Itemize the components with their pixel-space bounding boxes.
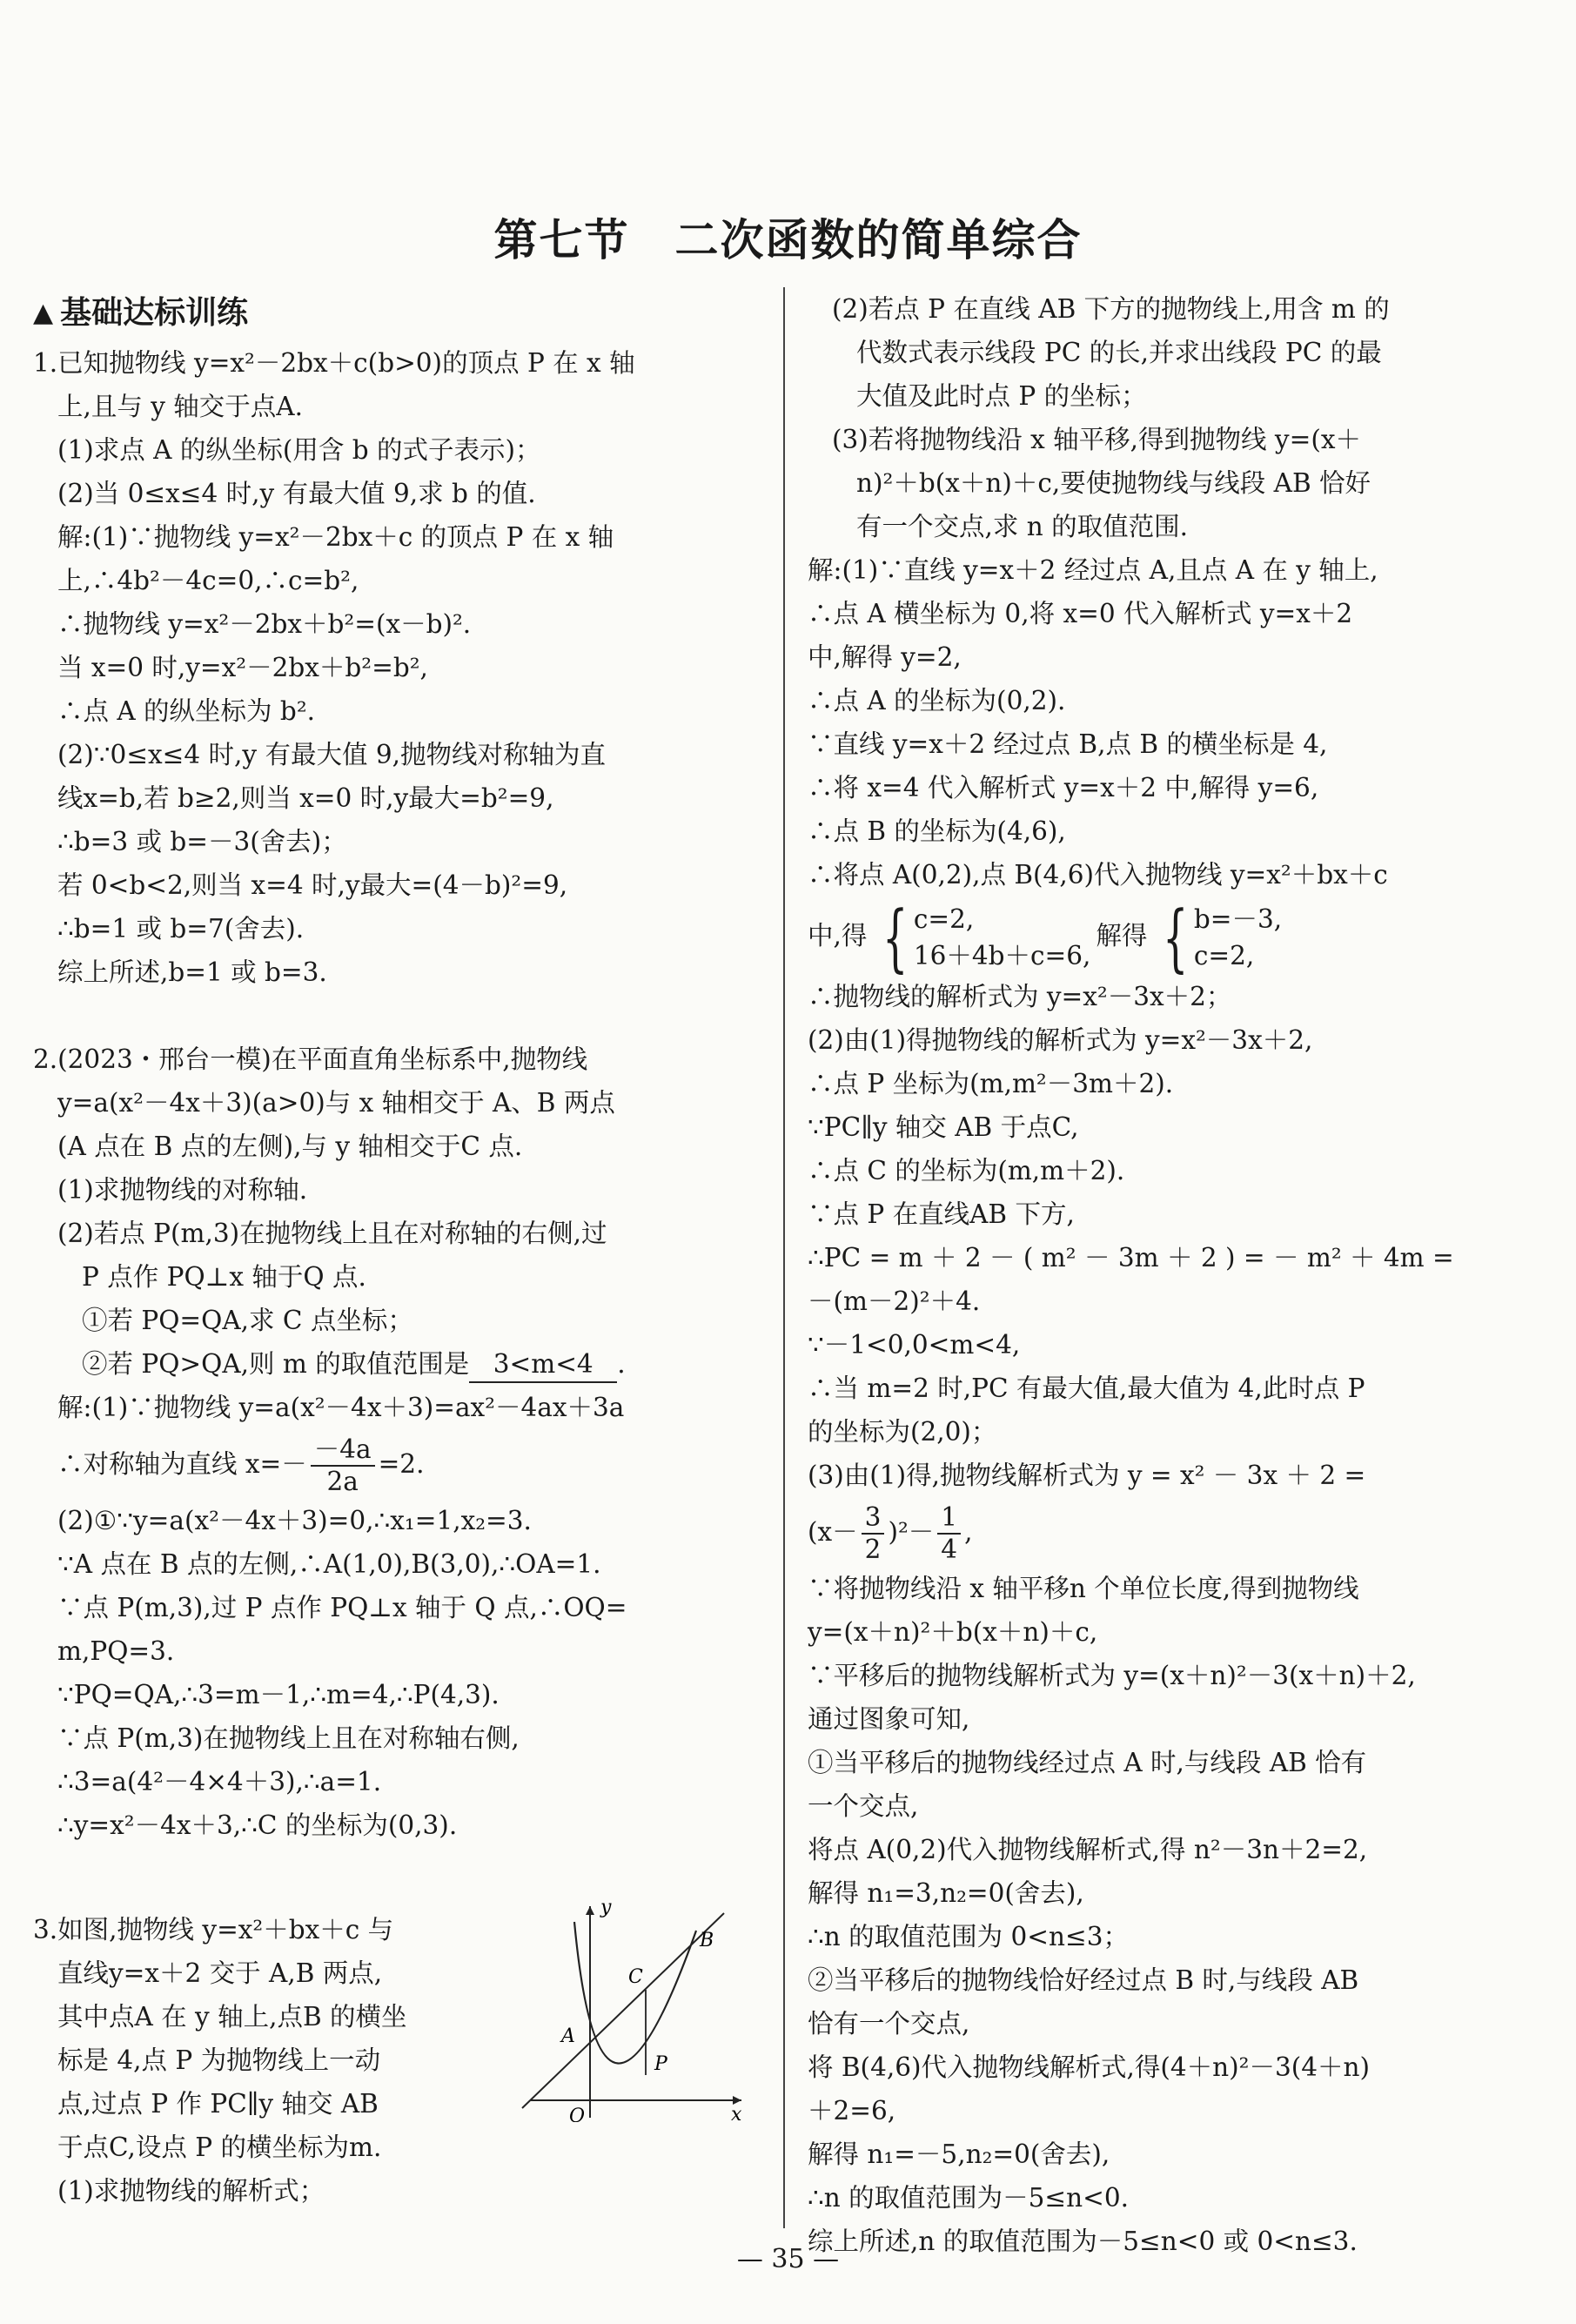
text-line: ∴点 A 的纵坐标为 b². bbox=[57, 696, 316, 726]
text-line: ②当平移后的抛物线恰好经过点 B 时,与线段 AB bbox=[808, 1965, 1359, 1995]
system-mid: 解得 bbox=[1096, 921, 1148, 950]
text-line: ∴当 m=2 时,PC 有最大值,最大值为 4,此时点 P bbox=[808, 1374, 1365, 1403]
text-line: ∴抛物线的解析式为 y=x²－3x＋2； bbox=[808, 982, 1232, 1011]
text-line: (1)求抛物线的对称轴. bbox=[57, 1175, 308, 1205]
text-line: 其中点A 在 y 轴上,点B 的横坐 bbox=[57, 2002, 407, 2032]
section-title: 基础达标训练 bbox=[60, 295, 249, 331]
equation-system-1 bbox=[872, 895, 1091, 980]
text-line: 通过图象可知, bbox=[808, 1704, 970, 1734]
text-line: ∴3=a(4²－4×4＋3),∴a=1. bbox=[57, 1767, 382, 1797]
label-o: O bbox=[569, 2106, 586, 2122]
text-line: ∴b=3 或 b=－3(舍去)； bbox=[57, 827, 347, 856]
answer-blank: 3<m<4 bbox=[469, 1347, 617, 1383]
text-line: ∴PC = m ＋ 2 － ( m² － 3m ＋ 2 ) = － m² ＋ 4m = bbox=[808, 1243, 1454, 1273]
text-line: ∴点 C 的坐标为(m,m＋2). bbox=[808, 1156, 1125, 1186]
text-line: ∵直线 y=x＋2 经过点 B,点 B 的横坐标是 4, bbox=[808, 729, 1328, 759]
axis-prefix: ∴对称轴为直线 x=－ bbox=[57, 1449, 307, 1479]
text-line: (2)∵0≤x≤4 时,y 有最大值 9,抛物线对称轴为直 bbox=[57, 740, 606, 769]
axis-suffix: =2. bbox=[378, 1449, 425, 1479]
left-block-b bbox=[33, 1499, 773, 1847]
y-axis-arrow bbox=[586, 1906, 594, 1915]
text-line: 恰有一个交点, bbox=[808, 2009, 970, 2039]
text-line: ∴n 的取值范围为 0<n≤3； bbox=[808, 1922, 1129, 1951]
text-line: ∴y=x²－4x＋3,∴C 的坐标为(0,3). bbox=[57, 1810, 458, 1840]
text-line: ∴b=1 或 b=7(舍去). bbox=[57, 914, 305, 944]
text-line: 3.如图,抛物线 y=x²＋bx＋c 与 bbox=[33, 1915, 394, 1945]
text-line: (2)①∵y=a(x²－4x＋3)=0,∴x₁=1,x₂=3. bbox=[57, 1506, 532, 1535]
left-block-a bbox=[33, 341, 773, 1342]
text-line: ①当平移后的抛物线经过点 A 时,与线段 AB 恰有 bbox=[808, 1748, 1367, 1777]
label-p: P bbox=[654, 2053, 667, 2075]
text-line: ∴点 A 的坐标为(0,2). bbox=[808, 686, 1066, 715]
text-line: ∵点 P(m,3)在抛物线上且在对称轴右侧, bbox=[57, 1723, 520, 1753]
fraction-denominator: 2 bbox=[864, 1535, 882, 1564]
brace-icon: { bbox=[1163, 895, 1189, 980]
triangle-icon: ▲ bbox=[33, 298, 54, 328]
text-line: n)²＋b(x＋n)＋c,要使抛物线与线段 AB 恰好 bbox=[856, 468, 1371, 498]
text-line: (2)若点 P(m,3)在抛物线上且在对称轴的右侧,过 bbox=[57, 1219, 607, 1248]
text-line: y=(x＋n)²＋b(x＋n)＋c, bbox=[808, 1617, 1098, 1647]
text-line: y=a(x²－4x＋3)(a>0)与 x 轴相交于 A、B 两点 bbox=[57, 1088, 615, 1118]
text-line: 解:(1)∵直线 y=x＋2 经过点 A,且点 A 在 y 轴上, bbox=[808, 555, 1378, 585]
system-line bbox=[808, 895, 1504, 980]
label-x: x bbox=[731, 2104, 742, 2122]
text-line: 点,过点 P 作 PC∥y 轴交 AB bbox=[57, 2089, 379, 2119]
text-line: ∵将抛物线沿 x 轴平移n 个单位长度,得到抛物线 bbox=[808, 1574, 1359, 1603]
fraction-3-2 bbox=[862, 1501, 885, 1564]
label-a: A bbox=[561, 2025, 575, 2047]
fraction-numerator: －4a bbox=[311, 1437, 375, 1468]
text-line: ∵PC∥y 轴交 AB 于点C, bbox=[808, 1112, 1079, 1142]
q2-blank-line bbox=[33, 1342, 773, 1386]
text-line: (2)若点 P 在直线 AB 下方的抛物线上,用含 m 的 bbox=[832, 294, 1390, 324]
text-line: (2)当 0≤x≤4 时,y 有最大值 9,求 b 的值. bbox=[57, 479, 536, 508]
text-line: ＋2=6, bbox=[808, 2096, 896, 2126]
text-line: ①若 PQ=QA,求 C 点坐标； bbox=[82, 1306, 413, 1335]
text-line: 1.已知抛物线 y=x²－2bx＋c(b>0)的顶点 P 在 x 轴 bbox=[33, 348, 635, 378]
text-line: 解得 n₁=3,n₂=0(舍去), bbox=[808, 1878, 1084, 1908]
fraction-numerator: 3 bbox=[862, 1505, 885, 1535]
text-line: －(m－2)²＋4. bbox=[808, 1286, 981, 1316]
text-line: ∵点 P(m,3),过 P 点作 PQ⊥x 轴于 Q 点,∴OQ= bbox=[57, 1593, 627, 1622]
text-line: ∴将点 A(0,2),点 B(4,6)代入抛物线 y=x²＋bx＋c bbox=[808, 860, 1388, 890]
text-line: (A 点在 B 点的左侧),与 y 轴相交于C 点. bbox=[57, 1132, 523, 1161]
text-line: 直线y=x＋2 交于 A,B 两点, bbox=[57, 1958, 383, 1988]
text-line: 解得 n₁=－5,n₂=0(舍去), bbox=[808, 2139, 1110, 2169]
text-line: 线x=b,若 b≥2,则当 x=0 时,y最大=b²=9, bbox=[57, 783, 554, 813]
section-heading bbox=[33, 287, 773, 339]
text-line: P 点作 PQ⊥x 轴于Q 点. bbox=[82, 1262, 366, 1292]
text-line bbox=[33, 994, 773, 1038]
text-line: ∵平移后的抛物线解析式为 y=(x＋n)²－3(x＋n)＋2, bbox=[808, 1661, 1416, 1690]
q2-solution-line: 解:(1)∵抛物线 y=a(x²－4x＋3)=ax²－4ax＋3a bbox=[57, 1393, 625, 1422]
right-block-c bbox=[808, 1567, 1504, 2263]
right-block-a bbox=[808, 287, 1504, 897]
fraction-denominator: 4 bbox=[941, 1535, 958, 1564]
text-line: ∵－1<0,0<m<4, bbox=[808, 1330, 1021, 1360]
text-line: 大值及此时点 P 的坐标； bbox=[856, 381, 1147, 411]
vertex-suffix: , bbox=[964, 1517, 973, 1547]
text-line: (1)求点 A 的纵坐标(用含 b 的式子表示)； bbox=[57, 435, 541, 465]
text-line: ∴将 x=4 代入解析式 y=x＋2 中,解得 y=6, bbox=[808, 773, 1319, 803]
page-title: 第七节 二次函数的简单综合 bbox=[493, 214, 1083, 265]
parabola-figure bbox=[513, 1896, 748, 2122]
text-line: 代数式表示线段 PC 的长,并求出线段 PC 的最 bbox=[856, 338, 1382, 367]
text-line: 解:(1)∵抛物线 y=x²－2bx＋c 的顶点 P 在 x 轴 bbox=[57, 522, 614, 552]
brace-icon: { bbox=[882, 895, 909, 980]
text-line: 上,∴4b²－4c=0,∴c=b², bbox=[57, 566, 359, 595]
text-line: 将点 A(0,2)代入抛物线解析式,得 n²－3n＋2=2, bbox=[808, 1835, 1368, 1864]
system-prefix: 中,得 bbox=[808, 921, 868, 950]
q2-blank-suffix: . bbox=[617, 1349, 626, 1379]
vertex-form-line bbox=[808, 1497, 1504, 1567]
text-line: m,PQ=3. bbox=[57, 1636, 175, 1666]
text-line: 一个交点, bbox=[808, 1791, 919, 1821]
system-row-1: c=2, bbox=[913, 904, 975, 934]
axis-fraction bbox=[311, 1434, 375, 1496]
fraction-denominator: 2a bbox=[326, 1467, 359, 1496]
text-line: 2.(2023・邢台一模)在平面直角坐标系中,抛物线 bbox=[33, 1044, 588, 1074]
text-line: 的坐标为(2,0)； bbox=[808, 1417, 997, 1447]
text-line: 将 B(4,6)代入抛物线解析式,得(4＋n)²－3(4＋n) bbox=[808, 2052, 1371, 2082]
text-line: (3)若将抛物线沿 x 轴平移,得到抛物线 y=(x＋ bbox=[832, 425, 1361, 454]
page-number: — 35 — bbox=[736, 2244, 840, 2274]
text-line: ∴n 的取值范围为－5≤n<0. bbox=[808, 2183, 1129, 2213]
right-block-b bbox=[808, 975, 1504, 1497]
text-line: 标是 4,点 P 为抛物线上一动 bbox=[57, 2045, 381, 2075]
line-ab bbox=[522, 1913, 724, 2108]
fraction-numerator: 1 bbox=[937, 1505, 961, 1535]
text-line: 综上所述,b=1 或 b=3. bbox=[57, 957, 327, 987]
solution-row-1: b=－3, bbox=[1193, 904, 1283, 934]
equation-system-2 bbox=[1152, 895, 1283, 980]
text-line: (3)由(1)得,抛物线解析式为 y = x² － 3x ＋ 2 = bbox=[808, 1461, 1366, 1490]
text-line: ∴点 A 横坐标为 0,将 x=0 代入解析式 y=x＋2 bbox=[808, 599, 1353, 628]
right-column bbox=[808, 287, 1504, 2263]
text-line: ∴点 B 的坐标为(4,6), bbox=[808, 816, 1066, 846]
text-line: ∴抛物线 y=x²－2bx＋b²=(x－b)². bbox=[57, 609, 472, 639]
label-b: B bbox=[700, 1930, 714, 1951]
text-line: 于点C,设点 P 的横坐标为m. bbox=[57, 2133, 382, 2162]
label-c: C bbox=[628, 1966, 643, 1988]
text-line: (2)由(1)得抛物线的解析式为 y=x²－3x＋2, bbox=[808, 1025, 1313, 1055]
vertex-mid: )²－ bbox=[888, 1517, 935, 1547]
vertex-prefix: (x－ bbox=[808, 1517, 858, 1547]
text-line: 当 x=0 时,y=x²－2bx＋b²=b², bbox=[57, 653, 428, 682]
text-line: ∴点 P 坐标为(m,m²－3m＋2). bbox=[808, 1069, 1174, 1098]
fraction-1-4 bbox=[937, 1501, 961, 1564]
text-line: ∵PQ=QA,∴3=m－1,∴m=4,∴P(4,3). bbox=[57, 1680, 500, 1709]
text-line: ∵A 点在 B 点的左侧,∴A(1,0),B(3,0),∴OA=1. bbox=[57, 1549, 601, 1579]
label-y: y bbox=[600, 1897, 612, 1918]
column-divider bbox=[783, 287, 785, 2228]
solution-row-2: c=2, bbox=[1193, 941, 1255, 971]
text-line: 中,解得 y=2, bbox=[808, 642, 962, 672]
text-line: 有一个交点,求 n 的取值范围. bbox=[856, 512, 1189, 541]
parabola-curve bbox=[574, 1922, 696, 2064]
text-line: 若 0<b<2,则当 x=4 时,y最大=(4－b)²=9, bbox=[57, 870, 568, 900]
system-row-2: 16＋4b＋c=6, bbox=[913, 941, 1091, 971]
text-line: 上,且与 y 轴交于点A. bbox=[57, 392, 303, 421]
q2-axis-line bbox=[33, 1429, 773, 1499]
text-line: (1)求抛物线的解析式； bbox=[57, 2176, 325, 2206]
text-line: 综上所述,n 的取值范围为－5≤n<0 或 0<n≤3. bbox=[808, 2227, 1358, 2256]
text-line: ∵点 P 在直线AB 下方, bbox=[808, 1199, 1075, 1229]
q2-blank-prefix: ②若 PQ>QA,则 m 的取值范围是 bbox=[82, 1349, 470, 1379]
